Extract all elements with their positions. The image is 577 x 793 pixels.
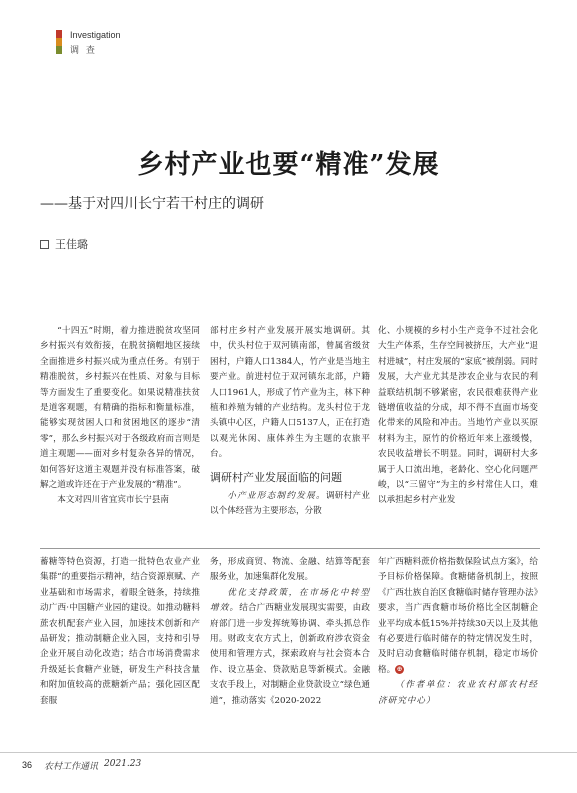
column-5 bbox=[210, 555, 370, 709]
page-number: 36 bbox=[22, 760, 33, 770]
author-affiliation: （作者单位：农业农村部农村经济研究中心） bbox=[378, 680, 538, 706]
column-1 bbox=[40, 324, 200, 509]
paragraph: 本文对四川省宜宾市长宁县南 bbox=[57, 495, 169, 506]
section-color-bar bbox=[56, 30, 62, 54]
square-icon bbox=[40, 240, 49, 249]
article-title: 乡村产业也要“精准”发展 bbox=[137, 150, 440, 180]
article-subtitle: ——基于对四川长宁若干村庄的调研 bbox=[40, 196, 264, 212]
section-label-cn: 调 查 bbox=[70, 46, 97, 56]
bar-red bbox=[56, 30, 62, 38]
paragraph: 务，形成商贸、物流、金融、结算等配套服务业，加速集群化发展。 bbox=[210, 557, 370, 583]
paragraph: 蓄糖等特色资源，打造一批特色农业产业集群”的重要指示精神，结合资源禀赋、产业基础和市场需求，着眼全链条，持续推动广西·中国糖产业园的建设。如推动糖料蔗农机配套产业入园，加速技术创新和产品研发；推动制糖企业入园，支持和引导企业开展自动化改造；结合市场消费需求升级延长食糖产业链，研发生产科技含量和附加值较高的蔗糖新产品；强化园区配套服 bbox=[40, 557, 200, 706]
paragraph: “十四五”时期，着力推进脱贫攻坚同乡村振兴有效衔接，在脱贫摘帽地区接续全面推进乡村振兴成为重点任务。有别于精准脱贫，乡村振兴在性质、对象与目标等方面发生了重要变化。如果说精准扶贫是道客观题，有精确的指标和衡量标准，能够实现贫困人口和贫困地区的逐步“清零”，那么乡村振兴对于各级政府而言则是道主观题——面对乡村复杂各异的情况，如何答好这道主观题并没有标准答案，破解之道或许还在于产业发展的“精准”。 bbox=[40, 326, 200, 491]
paragraph: 化、小规模的乡村小生产竞争不过社会化大生产体系，生存空间被挤压，大产业“退村进城”，村庄发展的“家底”被削弱。同时发展，大产业尤其是涉农企业与农民的利益联结机制不够紧密，农民很难获得产业链增值收益的分成，却不得不直面市场变化带来的风险和冲击。当地竹产业以买原材料为主，原竹的价格近年来上涨缓慢，农民收益增长不明显。同时，调研村大多属于人口流出地，老龄化、空心化问题严峻，以“三留守”为主的乡村常住人口，难以承担起乡村产业发 bbox=[378, 326, 538, 506]
paragraph-text: 结合广西糖业发展现实需要，由政府部门进一步发挥统筹协调、牵头抓总作用。财政支农方式上，创新政府涉农资金使用和管理方式，探索政府与社会资本合作、设立基金、贷款贴息等新模式。金融支农手段上，对制糖企业贷款设立“绿色通道”，推动落实《2020-2022 bbox=[210, 603, 370, 706]
column-6 bbox=[378, 555, 538, 709]
publication-info bbox=[44, 759, 141, 772]
section-label-en: Investigation bbox=[70, 30, 121, 40]
emphasis-text: 优化支持政策，在市场化中转型增效。 bbox=[210, 587, 370, 614]
paragraph bbox=[210, 489, 370, 520]
paragraph bbox=[210, 586, 370, 709]
footer-divider bbox=[0, 752, 577, 753]
author-row bbox=[40, 236, 88, 252]
bar-green bbox=[56, 46, 62, 54]
magazine-name: 农村工作通讯 bbox=[44, 762, 99, 772]
emphasis-text: 小产业形态制约发展。 bbox=[227, 490, 326, 501]
issue-number: 2021.23 bbox=[104, 759, 142, 769]
column-3 bbox=[378, 324, 538, 509]
column-2 bbox=[210, 324, 370, 519]
author-name: 王佳璐 bbox=[55, 238, 88, 251]
column-4 bbox=[40, 555, 200, 709]
paragraph-text: 年广西糖料蔗价格指数保险试点方案》，给予目标价格保障。食糖储备机制上，按照《广西壮族自治区食糖临时储存管理办法》要求，当广西食糖市场价格比全区制糖企业平均成本低15%并持续30天以上及其他有必要进行临时储存的特定情况发生时，及时启动食糖临时储存机制，稳定市场价格。 bbox=[378, 557, 538, 675]
end-mark-icon: ⊕ bbox=[396, 664, 403, 673]
section-heading: 调研村产业发展面临的问题 bbox=[210, 470, 342, 484]
paragraph-text: 调研村产业以个体经营为主要形态，分散 bbox=[210, 490, 370, 517]
paragraph bbox=[378, 555, 538, 678]
divider bbox=[40, 548, 540, 549]
bar-orange bbox=[56, 38, 62, 46]
paragraph: 部村庄乡村产业发展开展实地调研。其中，伏头村位于双河镇南部，曾属省级贫困村，户籍人口1384人，竹产业是当地主要产业。前进村位于双河镇东北部，户籍人口1961人，形成了竹产业为主，林下种植和养殖为辅的产业结构。龙头村位于龙头镇中心区，户籍人口5137人，正在打造以观光休闲、康体养生为主题的农旅平台。 bbox=[210, 326, 370, 460]
